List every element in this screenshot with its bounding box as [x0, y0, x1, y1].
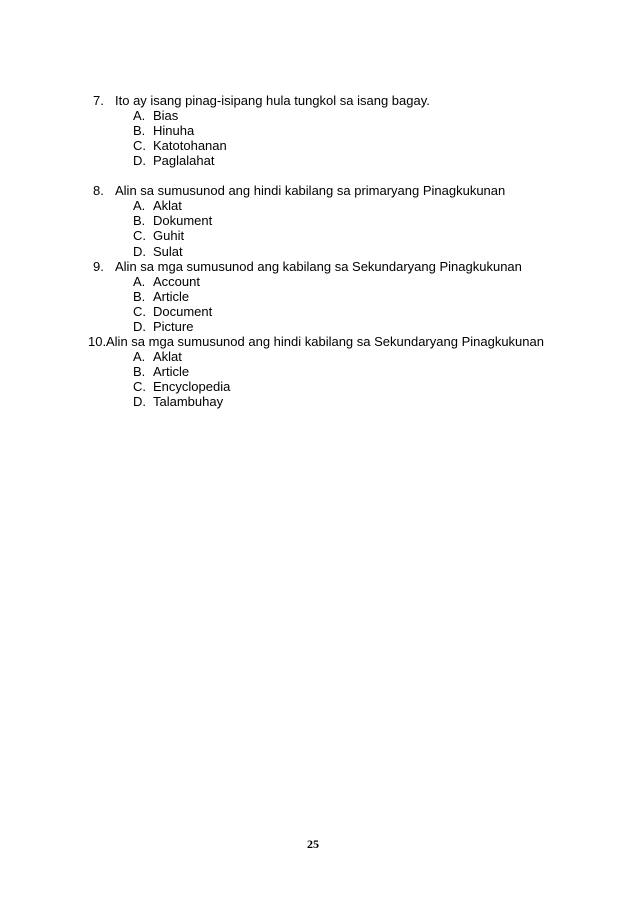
question-number: 10.: [88, 334, 107, 349]
option-7c: C. Katotohanan: [133, 138, 227, 153]
option-9d: D. Picture: [133, 319, 194, 334]
question-9: [93, 259, 522, 274]
question-text: Ito ay isang pinag-isipang hula tungkol sa isang bagay.: [115, 93, 430, 108]
option-10c: C. Encyclopedia: [133, 379, 231, 394]
option-7a: A. Bias: [133, 108, 179, 123]
question-number: 7.: [93, 93, 104, 108]
question-10: [88, 334, 544, 349]
question-text: Alin sa mga sumusunod ang hindi kabilang sa Sekundaryang Pinagkukunan: [106, 334, 544, 349]
option-7d: D. Paglalahat: [133, 153, 215, 168]
page-number: 25: [307, 837, 319, 851]
question-number: 8.: [93, 183, 104, 198]
question-text: Alin sa sumusunod ang hindi kabilang sa primaryang Pinagkukunan: [115, 183, 506, 198]
option-8c: C. Guhit: [133, 228, 185, 243]
option-8b: B. Dokument: [133, 213, 213, 228]
question-8: [93, 183, 505, 198]
option-8a: A. Aklat: [133, 198, 182, 213]
option-9c: C. Document: [133, 304, 213, 319]
option-8d: D. Sulat: [133, 244, 183, 259]
question-7: [93, 93, 430, 108]
option-9b: B. Article: [133, 289, 190, 304]
option-10b: B. Article: [133, 364, 190, 379]
option-10a: A. Aklat: [133, 349, 182, 364]
option-10d: D. Talambuhay: [133, 394, 224, 409]
option-9a: A. Account: [133, 274, 200, 289]
option-7b: B. Hinuha: [133, 123, 195, 138]
question-number: 9.: [93, 259, 104, 274]
question-text: Alin sa mga sumusunod ang kabilang sa Sekundaryang Pinagkukunan: [115, 259, 522, 274]
